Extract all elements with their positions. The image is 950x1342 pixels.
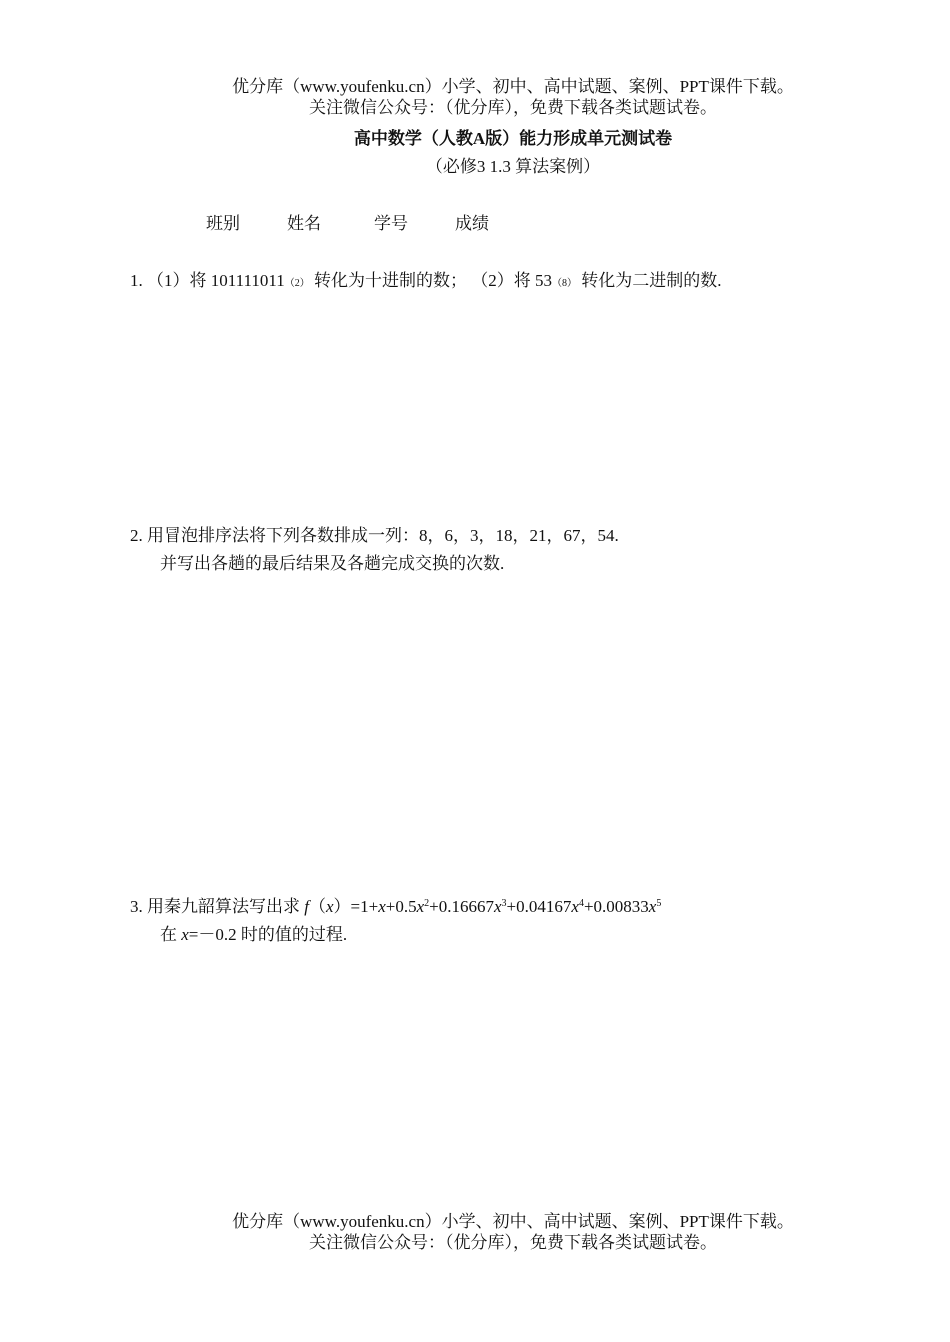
info-score-label: 成绩 bbox=[455, 214, 489, 233]
q1-prefix: 1. （1）将 101111011 bbox=[130, 271, 285, 290]
q3-x: x bbox=[494, 897, 502, 916]
footer-line-2: 关注微信公众号：（优分库），免费下载各类试题试卷。 bbox=[309, 1233, 717, 1252]
question-1 bbox=[130, 270, 721, 295]
q3-term: +0.16667 bbox=[429, 897, 494, 916]
q3-paren-open: （ bbox=[308, 897, 326, 916]
question-3-line-1 bbox=[130, 896, 661, 918]
question-3-line-2 bbox=[160, 924, 347, 946]
footer-line-1: 优分库（www.youfenku.cn）小学、初中、高中试题、案例、PPT课件下载。 bbox=[232, 1212, 794, 1231]
info-name-label: 姓名 bbox=[287, 214, 321, 233]
info-class-label: 班别 bbox=[206, 214, 240, 233]
q3-x: x bbox=[325, 897, 334, 916]
q3-exp: 2 bbox=[424, 898, 430, 909]
q3-line2-x: x bbox=[181, 925, 189, 944]
q1-mid: 转化为十进制的数； （2）将 53 bbox=[309, 271, 552, 290]
question-2-line-2: 并写出各趟的最后结果及各趟完成交换的次数. bbox=[160, 554, 505, 573]
q3-paren-close: ） bbox=[333, 897, 351, 916]
q1-suffix: 转化为二进制的数. bbox=[576, 271, 722, 290]
student-info-row bbox=[206, 213, 489, 235]
q3-x: x bbox=[648, 897, 657, 916]
q1-base-8: （8） bbox=[551, 278, 577, 289]
header-line-1: 优分库（www.youfenku.cn）小学、初中、高中试题、案例、PPT课件下载。 bbox=[232, 77, 794, 96]
q3-exp: 5 bbox=[656, 898, 662, 909]
q3-term: +0.00833 bbox=[583, 897, 649, 916]
page-title: 高中数学（人教A版）能力形成单元测试卷 bbox=[353, 129, 673, 148]
q3-line2-suffix: =－0.2 时的值的过程. bbox=[188, 925, 348, 944]
page-subtitle: （必修3 1.3 算法案例） bbox=[425, 157, 601, 176]
q3-x: x bbox=[571, 897, 579, 916]
q3-exp: 3 bbox=[501, 898, 507, 909]
info-id-label: 学号 bbox=[374, 214, 408, 233]
q3-exp: 4 bbox=[578, 898, 584, 909]
q3-term: +0.5 bbox=[385, 897, 417, 916]
q3-prefix: 3. 用秦九韶算法写出求 bbox=[130, 897, 305, 916]
q3-x: x bbox=[416, 897, 425, 916]
q3-f: f bbox=[304, 897, 309, 916]
header-line-2: 关注微信公众号：（优分库），免费下载各类试题试卷。 bbox=[309, 98, 717, 117]
question-2-line-1: 2. 用冒泡排序法将下列各数排成一列：8，6，3，18，21，67，54. bbox=[130, 526, 619, 545]
q3-term: +0.04167 bbox=[506, 897, 572, 916]
q3-x: x bbox=[378, 897, 386, 916]
q1-base-2: （2） bbox=[284, 278, 310, 289]
q3-eq: =1+ bbox=[350, 897, 379, 916]
q3-line2-prefix: 在 bbox=[160, 925, 182, 944]
